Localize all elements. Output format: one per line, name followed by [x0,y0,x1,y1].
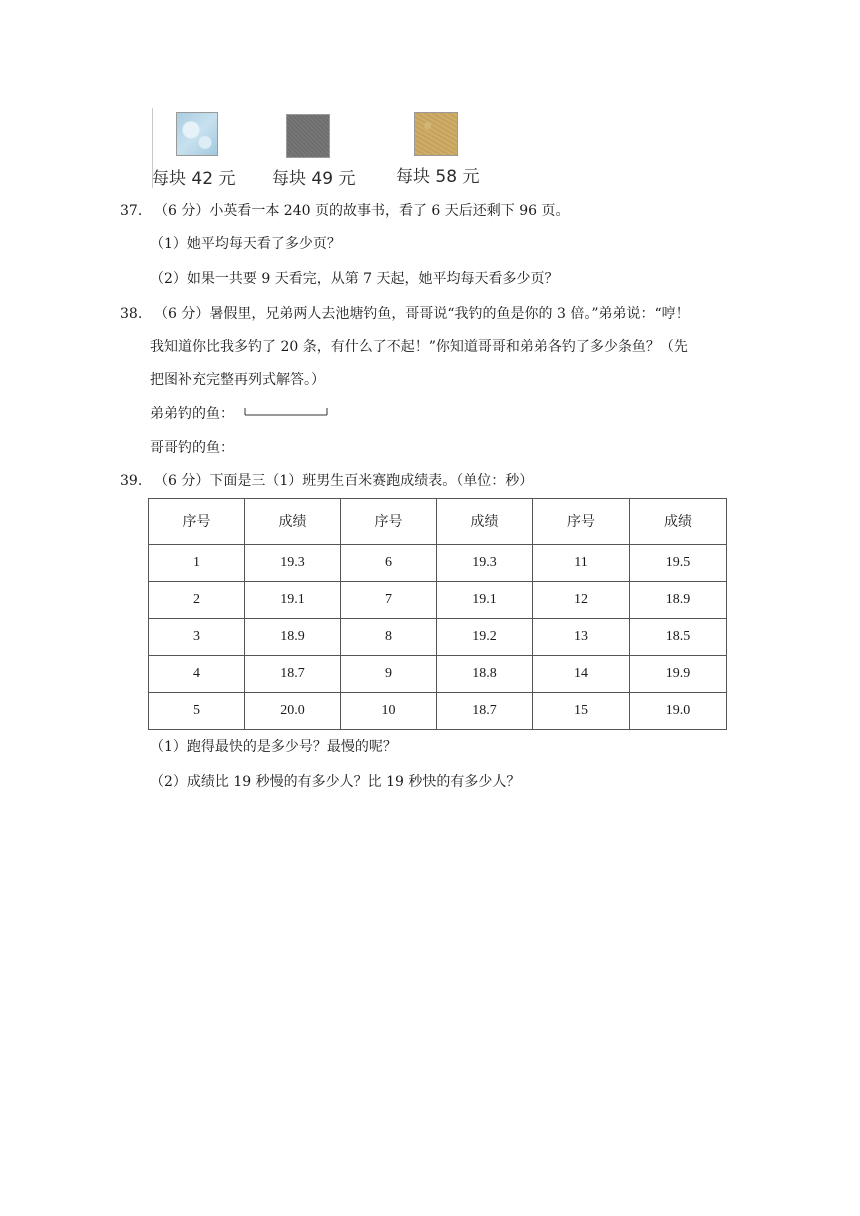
question-stem: 把图补充完整再列式解答。） [150,372,325,388]
question-stem: （6 分）下面是三（1）班男生百米赛跑成绩表。（单位：秒） [154,473,534,489]
younger-brother-label: 弟弟钓的鱼： [150,406,234,422]
table-cell: 3 [149,618,245,655]
table-cell: 18.9 [630,581,727,618]
younger-fish-segment [244,408,328,416]
table-cell: 2 [149,581,245,618]
table-cell: 19.3 [437,544,533,581]
table-row [149,692,727,729]
table-cell: 6 [341,544,437,581]
tile-price-caption: 每块 42 元 [152,169,236,189]
question-stem: 我知道你比我多钓了 20 条，有什么了不起！”你知道哥哥和弟弟各钓了多少条鱼？（先 [150,339,688,355]
sub-question: （1）跑得最快的是多少号？最慢的呢？ [150,739,397,755]
table-cell: 20.0 [245,692,341,729]
table-cell: 19.2 [437,618,533,655]
table-cell: 19.3 [245,544,341,581]
header-cell: 成绩 [245,499,341,545]
header-cell: 序号 [149,499,245,545]
table-cell: 8 [341,618,437,655]
question-stem: （6 分）暑假里，兄弟两人去池塘钓鱼，哥哥说“我钓的鱼是你的 3 倍。”弟弟说：“哼！ [154,306,690,322]
tile-price-caption: 每块 49 元 [272,169,356,189]
table-cell: 19.0 [630,692,727,729]
sub-question: （2）成绩比 19 秒慢的有多少人？比 19 秒快的有多少人？ [150,774,521,790]
table-row [149,618,727,655]
table-cell: 12 [533,581,630,618]
light-blue-tile [176,112,218,156]
table-cell: 15 [533,692,630,729]
table-cell: 11 [533,544,630,581]
table-header-row [149,499,727,545]
header-cell: 成绩 [630,499,727,545]
gray-tile [286,114,330,158]
table-cell: 18.5 [630,618,727,655]
table-cell: 10 [341,692,437,729]
table-row [149,581,727,618]
question-number: 37. [120,203,143,219]
table-cell: 19.1 [245,581,341,618]
table-cell: 19.5 [630,544,727,581]
question-number: 38. [120,306,143,322]
question-stem: （6 分）小英看一本 240 页的故事书，看了 6 天后还剩下 96 页。 [154,203,570,219]
table-cell: 19.1 [437,581,533,618]
table-cell: 5 [149,692,245,729]
table-cell: 4 [149,655,245,692]
question-number: 39. [120,473,143,489]
header-cell: 序号 [533,499,630,545]
header-cell: 成绩 [437,499,533,545]
table-cell: 14 [533,655,630,692]
table-cell: 13 [533,618,630,655]
table-cell: 7 [341,581,437,618]
tile-price-caption: 每块 58 元 [396,167,480,187]
tan-tile [414,112,458,156]
table-cell: 19.9 [630,655,727,692]
table-cell: 18.7 [437,692,533,729]
older-brother-label: 哥哥钓的鱼： [150,440,234,456]
table-row [149,655,727,692]
table-cell: 9 [341,655,437,692]
table-cell: 18.8 [437,655,533,692]
race-results-table [148,498,727,730]
header-cell: 序号 [341,499,437,545]
tile-price-strip [148,108,482,190]
sub-question: （2）如果一共要 9 天看完，从第 7 天起，她平均每天看多少页？ [150,271,559,287]
table-row [149,544,727,581]
table-cell: 18.9 [245,618,341,655]
table-cell: 18.7 [245,655,341,692]
table-cell: 1 [149,544,245,581]
sub-question: （1）她平均每天看了多少页？ [150,236,341,252]
